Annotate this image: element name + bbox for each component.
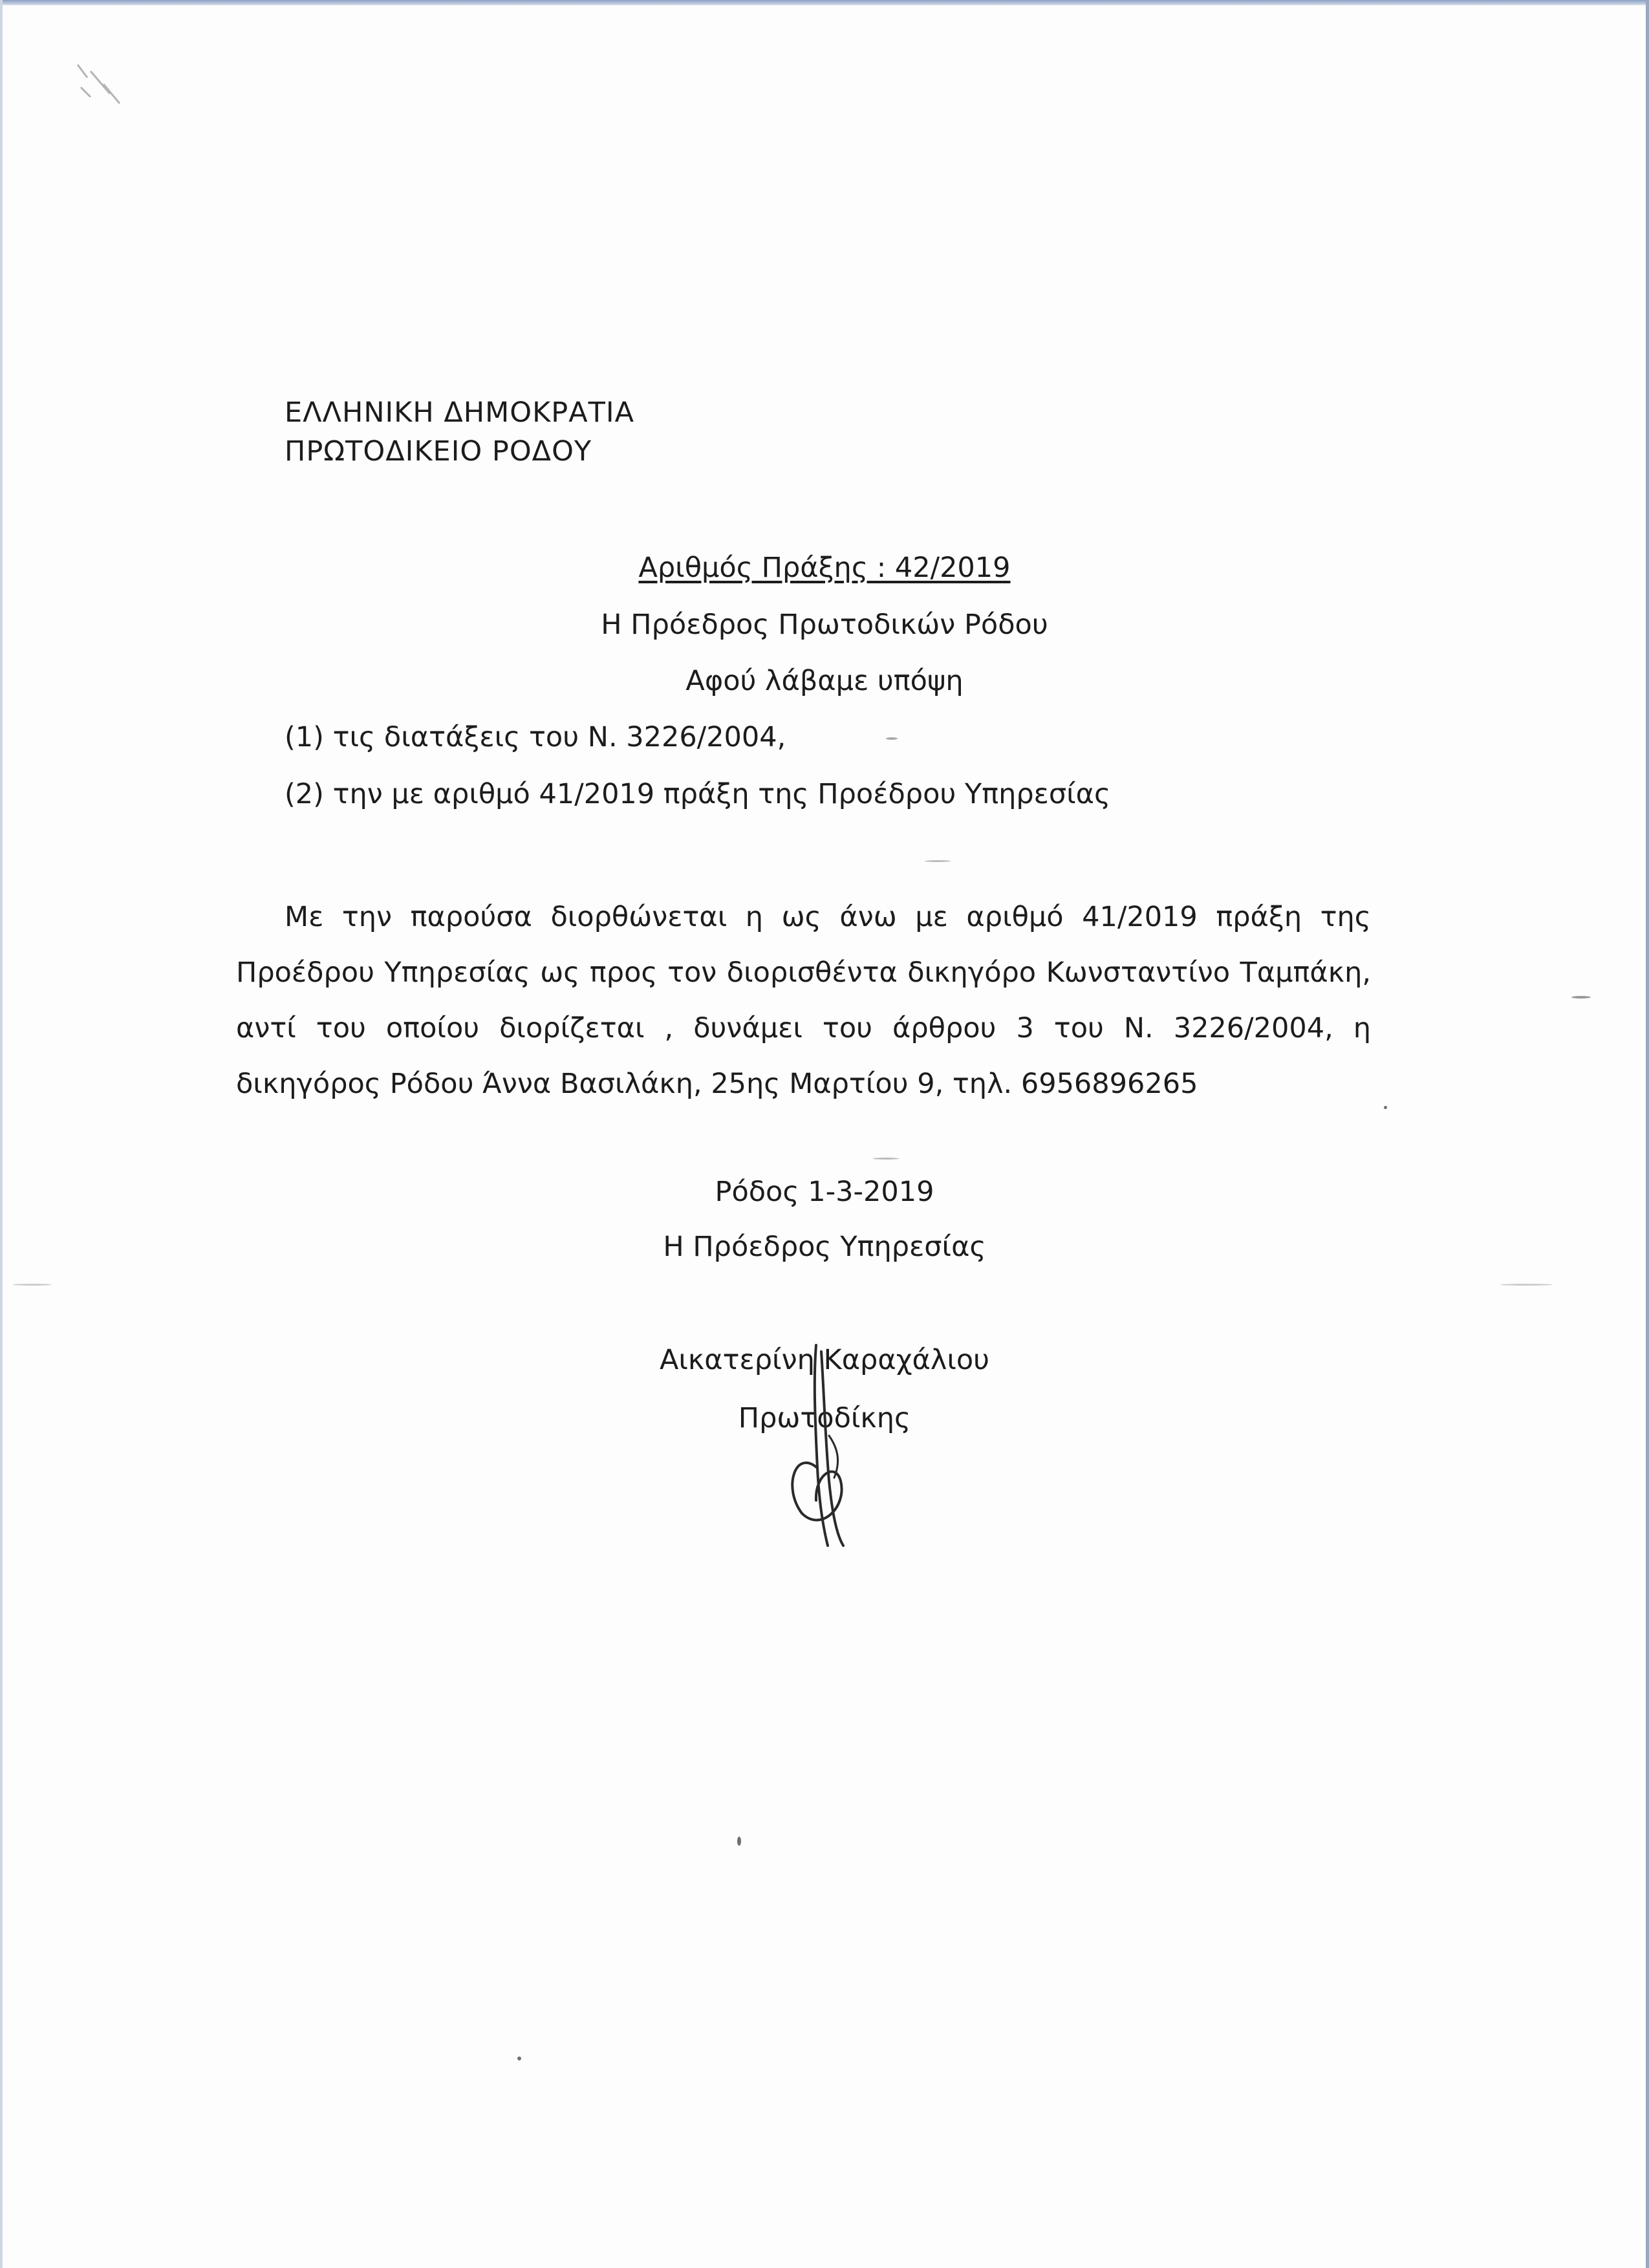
scan-speck bbox=[925, 860, 951, 862]
scan-speck bbox=[1571, 996, 1591, 999]
signer-role: Η Πρόεδρος Υπηρεσίας bbox=[663, 1231, 986, 1263]
considering-item-1: (1) τις διατάξεις του Ν. 3226/2004, bbox=[285, 721, 786, 753]
scan-speck bbox=[873, 1158, 899, 1160]
issuer-title: Η Πρόεδρος Πρωτοδικών Ρόδου bbox=[601, 609, 1048, 641]
scan-speck bbox=[1384, 1106, 1387, 1109]
place-date: Ρόδος 1-3-2019 bbox=[715, 1176, 934, 1208]
considering-item-2: (2) την με αριθμό 41/2019 πράξη της Προέδρου Υπηρεσίας bbox=[285, 778, 1111, 810]
scan-edge-left bbox=[0, 0, 3, 2268]
signer-name: Αικατερίνη Καραχάλιου bbox=[659, 1344, 990, 1376]
scan-edge-right bbox=[1646, 0, 1649, 2268]
header-court: ΠΡΩΤΟΔΙΚΕΙΟ ΡΟΔΟΥ bbox=[285, 435, 592, 468]
handwritten-signature-icon bbox=[776, 1339, 879, 1552]
scan-speck bbox=[1500, 1284, 1552, 1286]
header-country: ΕΛΛΗΝΙΚΗ ΔΗΜΟΚΡΑΤΙΑ bbox=[285, 396, 634, 429]
corner-mark-icon bbox=[65, 58, 136, 116]
considering-heading: Αφού λάβαμε υπόψη bbox=[685, 665, 964, 697]
act-number: Αριθμός Πράξης : 42/2019 bbox=[638, 552, 1011, 584]
scan-speck bbox=[886, 737, 898, 740]
scan-speck bbox=[13, 1284, 52, 1286]
scan-speck bbox=[737, 1837, 741, 1846]
scan-edge-top bbox=[0, 0, 1649, 5]
signer-title: Πρωτοδίκης bbox=[738, 1402, 911, 1434]
scan-speck bbox=[517, 2057, 521, 2060]
body-paragraph: Με την παρούσα διορθώνεται η ως άνω με αριθμό 41/2019 πράξη της Προέδρου Υπηρεσίας ως προς τον διορισθέντα δικηγόρο Κωνσταντίνο Ταμπάκη, αντί του οποίου διορίζεται , δυνάμει του άρθρου 3 του Ν. 3226/2004, η δικηγόρος Ρόδου Άννα Βασιλάκη, 25ης Μαρτίου 9, τηλ. 6956896265 bbox=[236, 901, 1371, 1100]
